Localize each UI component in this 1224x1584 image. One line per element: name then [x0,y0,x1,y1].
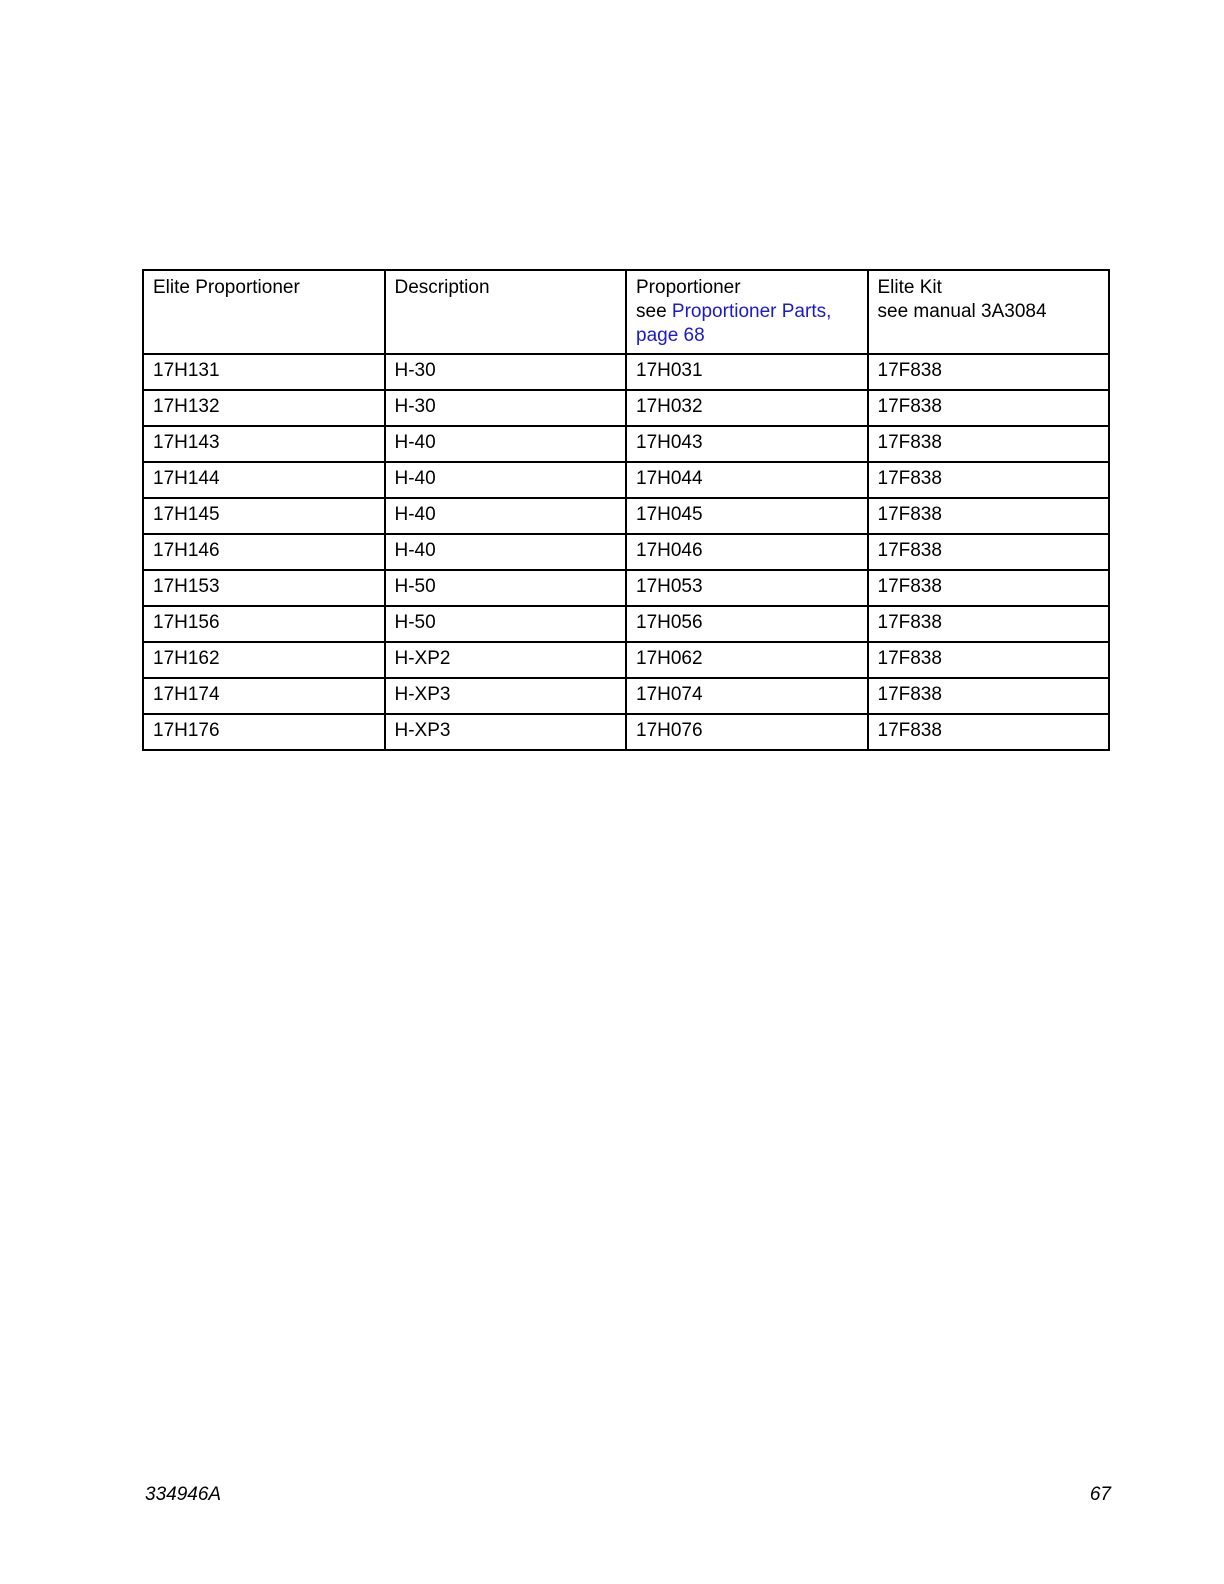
cell-elite-kit: 17F838 [868,534,1110,570]
cell-proportioner: 17H046 [626,534,868,570]
cell-description: H-40 [385,534,627,570]
header-label: Description [394,277,490,298]
cell-description: H-30 [385,390,627,426]
cell-elite-kit: 17F838 [868,678,1110,714]
header-label: Elite Kit [877,277,942,298]
cell-description: H-40 [385,498,627,534]
cell-proportioner: 17H044 [626,462,868,498]
header-label: Elite Proportioner [153,277,300,298]
table-row [143,354,1109,390]
cell-description: H-XP3 [385,714,627,750]
cell-elite-kit: 17F838 [868,390,1110,426]
footer-page-number: 67 [1089,1484,1111,1505]
header-elite-proportioner [143,270,385,354]
table-row [143,390,1109,426]
header-elite-kit [868,270,1110,354]
cell-elite-proportioner: 17H146 [143,534,385,570]
cell-elite-kit: 17F838 [868,498,1110,534]
table-row [143,462,1109,498]
cell-description: H-40 [385,462,627,498]
cell-elite-proportioner: 17H132 [143,390,385,426]
cell-proportioner: 17H045 [626,498,868,534]
table-row [143,426,1109,462]
table-row [143,642,1109,678]
cell-elite-proportioner: 17H174 [143,678,385,714]
cell-elite-kit: 17F838 [868,606,1110,642]
cell-elite-proportioner: 17H153 [143,570,385,606]
header-subline [636,300,858,324]
cell-proportioner: 17H053 [626,570,868,606]
cell-elite-kit: 17F838 [868,462,1110,498]
header-description [385,270,627,354]
cell-elite-proportioner: 17H176 [143,714,385,750]
cell-description: H-50 [385,606,627,642]
header-label: Proportioner [636,277,741,298]
cell-elite-kit: 17F838 [868,570,1110,606]
page-68-link[interactable]: page 68 [636,325,705,346]
cell-elite-kit: 17F838 [868,642,1110,678]
cell-elite-proportioner: 17H145 [143,498,385,534]
header-see-text: see [636,301,672,322]
cell-elite-proportioner: 17H156 [143,606,385,642]
cell-description: H-XP3 [385,678,627,714]
cell-proportioner: 17H062 [626,642,868,678]
table-row [143,570,1109,606]
cell-elite-kit: 17F838 [868,354,1110,390]
cell-proportioner: 17H031 [626,354,868,390]
cell-proportioner: 17H076 [626,714,868,750]
cell-description: H-40 [385,426,627,462]
table-row [143,534,1109,570]
cell-description: H-XP2 [385,642,627,678]
header-subline [636,324,858,348]
cell-description: H-30 [385,354,627,390]
table-row [143,498,1109,534]
cell-elite-proportioner: 17H144 [143,462,385,498]
cell-elite-kit: 17F838 [868,426,1110,462]
cell-elite-proportioner: 17H162 [143,642,385,678]
header-proportioner [626,270,868,354]
cell-proportioner: 17H043 [626,426,868,462]
table-row [143,714,1109,750]
proportioner-parts-link[interactable]: Proportioner Parts, [671,301,832,322]
parts-table [142,269,1110,751]
cell-elite-proportioner: 17H143 [143,426,385,462]
cell-description: H-50 [385,570,627,606]
cell-proportioner: 17H032 [626,390,868,426]
table-row [143,678,1109,714]
table-header-row [143,270,1109,354]
table-row [143,606,1109,642]
header-subline: see manual 3A3084 [877,301,1047,322]
cell-proportioner: 17H074 [626,678,868,714]
footer-doc-number: 334946A [145,1484,222,1505]
cell-elite-proportioner: 17H131 [143,354,385,390]
cell-proportioner: 17H056 [626,606,868,642]
cell-elite-kit: 17F838 [868,714,1110,750]
